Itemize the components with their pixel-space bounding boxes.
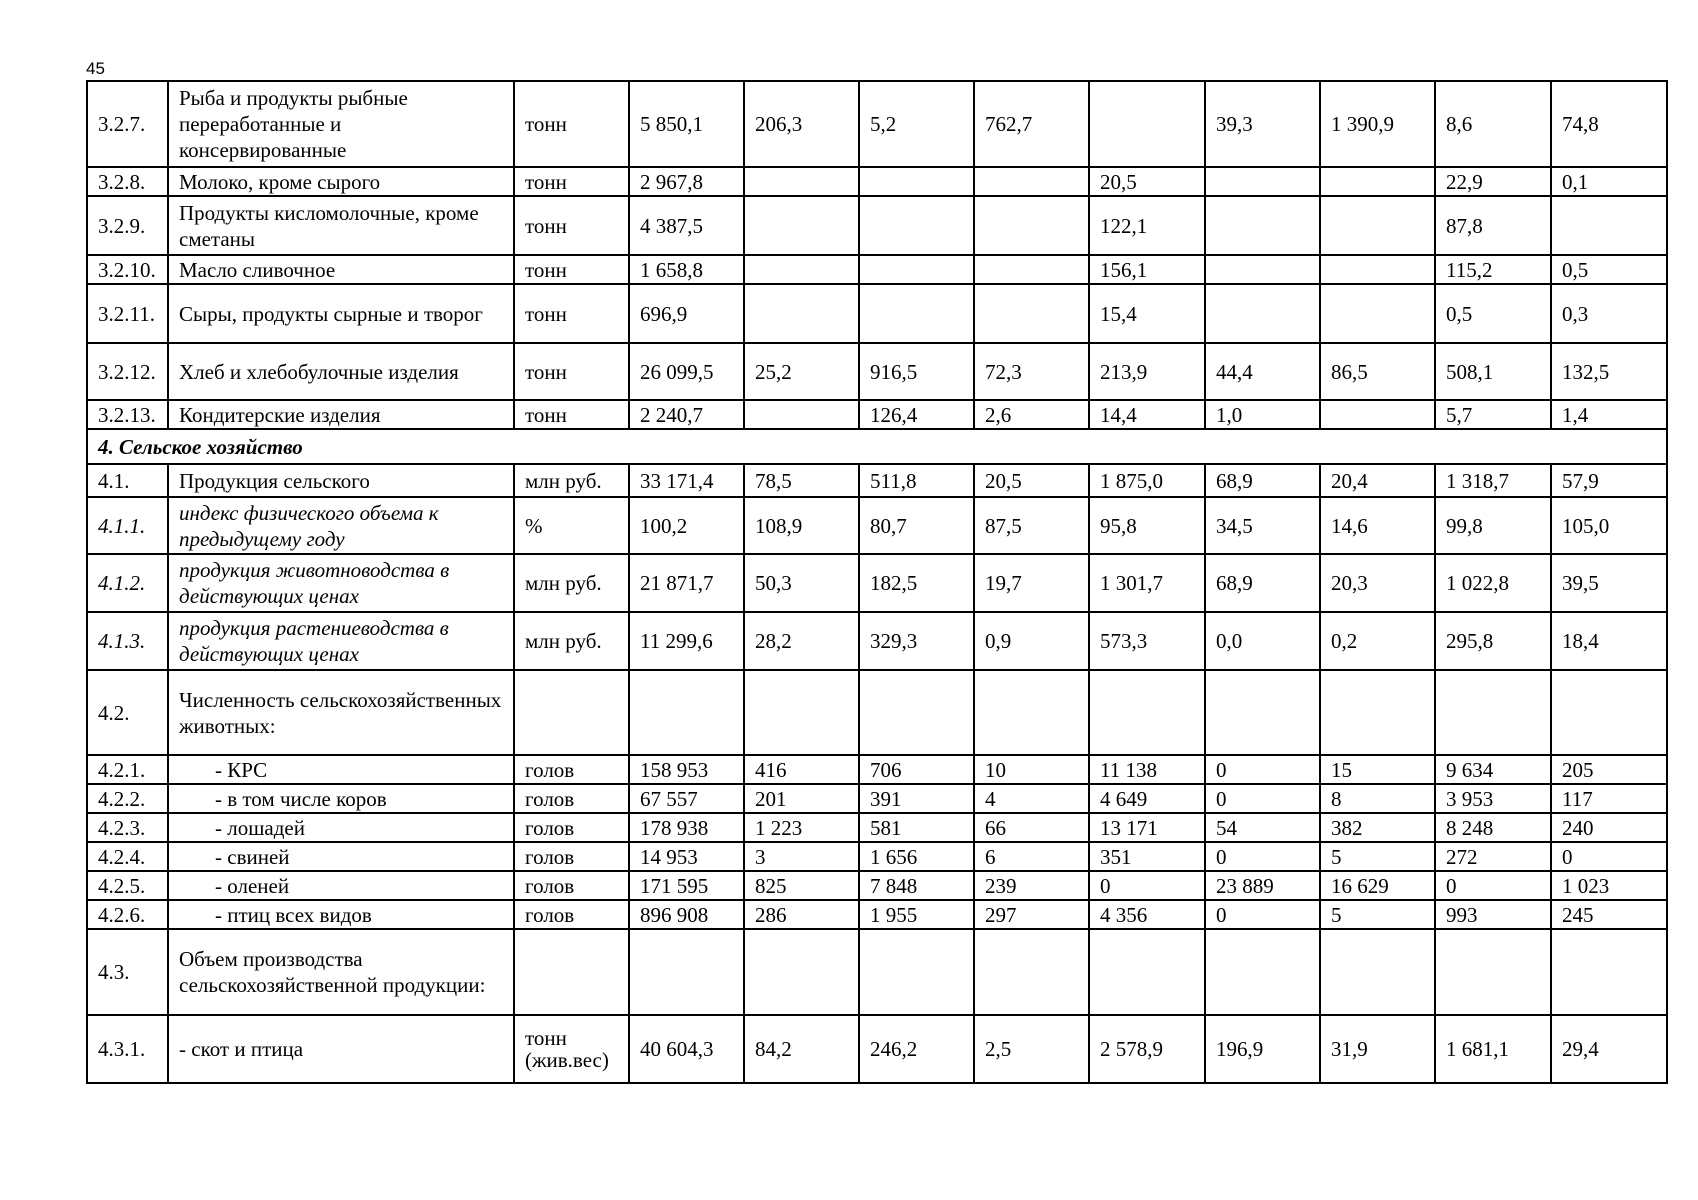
- table-body: [87, 81, 1667, 1083]
- row-unit: тонн: [514, 167, 629, 196]
- value-cell: 11 299,6: [629, 612, 744, 670]
- value-cell: 0: [1205, 842, 1320, 871]
- value-cell: 29,4: [1551, 1015, 1667, 1083]
- value-cell: [974, 670, 1089, 755]
- value-cell: 4: [974, 784, 1089, 813]
- value-cell: [1320, 284, 1435, 343]
- value-cell: 21 871,7: [629, 554, 744, 612]
- value-cell: 40 604,3: [629, 1015, 744, 1083]
- row-name: Продукция сельского: [168, 464, 514, 497]
- value-cell: 19,7: [974, 554, 1089, 612]
- row-code: 4.1.2.: [87, 554, 168, 612]
- value-cell: [1320, 255, 1435, 284]
- value-cell: 2 967,8: [629, 167, 744, 196]
- value-cell: 20,5: [974, 464, 1089, 497]
- row-unit: млн руб.: [514, 612, 629, 670]
- value-cell: 196,9: [1205, 1015, 1320, 1083]
- value-cell: 0,5: [1435, 284, 1551, 343]
- value-cell: 25,2: [744, 343, 859, 400]
- row-code: 4.2.2.: [87, 784, 168, 813]
- value-cell: 1,4: [1551, 400, 1667, 429]
- value-cell: 86,5: [1320, 343, 1435, 400]
- value-cell: 13 171: [1089, 813, 1205, 842]
- row-unit: тонн: [514, 196, 629, 255]
- value-cell: 3 953: [1435, 784, 1551, 813]
- row-code: 3.2.11.: [87, 284, 168, 343]
- value-cell: 16 629: [1320, 871, 1435, 900]
- value-cell: 8,6: [1435, 81, 1551, 167]
- value-cell: [744, 284, 859, 343]
- row-code: 3.2.9.: [87, 196, 168, 255]
- value-cell: [1320, 929, 1435, 1015]
- row-name: - скот и птица: [168, 1015, 514, 1083]
- value-cell: 14,6: [1320, 497, 1435, 554]
- value-cell: 1 656: [859, 842, 974, 871]
- value-cell: 896 908: [629, 900, 744, 929]
- value-cell: 2,5: [974, 1015, 1089, 1083]
- row-code: 4.2.1.: [87, 755, 168, 784]
- value-cell: 206,3: [744, 81, 859, 167]
- value-cell: 1 022,8: [1435, 554, 1551, 612]
- row-code: 3.2.7.: [87, 81, 168, 167]
- value-cell: [974, 167, 1089, 196]
- value-cell: 3: [744, 842, 859, 871]
- value-cell: 0,3: [1551, 284, 1667, 343]
- value-cell: 7 848: [859, 871, 974, 900]
- value-cell: 4 649: [1089, 784, 1205, 813]
- row-code: 4.2.3.: [87, 813, 168, 842]
- value-cell: 22,9: [1435, 167, 1551, 196]
- value-cell: 2 240,7: [629, 400, 744, 429]
- value-cell: 15: [1320, 755, 1435, 784]
- value-cell: [974, 196, 1089, 255]
- value-cell: 178 938: [629, 813, 744, 842]
- row-unit: [514, 670, 629, 755]
- value-cell: [629, 929, 744, 1015]
- value-cell: 8: [1320, 784, 1435, 813]
- value-cell: 20,4: [1320, 464, 1435, 497]
- value-cell: 1 301,7: [1089, 554, 1205, 612]
- row-code: 4.2.: [87, 670, 168, 755]
- table-row: [87, 400, 1667, 429]
- value-cell: 0,2: [1320, 612, 1435, 670]
- value-cell: [1205, 196, 1320, 255]
- value-cell: 156,1: [1089, 255, 1205, 284]
- value-cell: [744, 400, 859, 429]
- value-cell: 573,3: [1089, 612, 1205, 670]
- value-cell: 33 171,4: [629, 464, 744, 497]
- value-cell: 182,5: [859, 554, 974, 612]
- value-cell: 31,9: [1320, 1015, 1435, 1083]
- value-cell: [1551, 196, 1667, 255]
- section-title: 4. Сельское хозяйство: [87, 429, 1667, 464]
- value-cell: 87,5: [974, 497, 1089, 554]
- table-row: [87, 842, 1667, 871]
- page-number: 45: [86, 59, 105, 78]
- table-row: [87, 929, 1667, 1015]
- row-code: 4.1.: [87, 464, 168, 497]
- value-cell: [744, 255, 859, 284]
- value-cell: [859, 929, 974, 1015]
- value-cell: [744, 196, 859, 255]
- value-cell: 68,9: [1205, 554, 1320, 612]
- value-cell: [744, 167, 859, 196]
- value-cell: 993: [1435, 900, 1551, 929]
- value-cell: 0: [1551, 842, 1667, 871]
- value-cell: [859, 196, 974, 255]
- row-unit: голов: [514, 900, 629, 929]
- value-cell: 15,4: [1089, 284, 1205, 343]
- table-row: [87, 284, 1667, 343]
- value-cell: 39,3: [1205, 81, 1320, 167]
- value-cell: [1551, 670, 1667, 755]
- value-cell: 213,9: [1089, 343, 1205, 400]
- value-cell: 78,5: [744, 464, 859, 497]
- table-row: [87, 784, 1667, 813]
- value-cell: 34,5: [1205, 497, 1320, 554]
- value-cell: 126,4: [859, 400, 974, 429]
- value-cell: 1 681,1: [1435, 1015, 1551, 1083]
- table-row: [87, 554, 1667, 612]
- value-cell: 14,4: [1089, 400, 1205, 429]
- row-code: 4.3.: [87, 929, 168, 1015]
- value-cell: [974, 255, 1089, 284]
- value-cell: 108,9: [744, 497, 859, 554]
- table-row: [87, 167, 1667, 196]
- table-row: [87, 755, 1667, 784]
- row-name: - лошадей: [168, 813, 514, 842]
- value-cell: 23 889: [1205, 871, 1320, 900]
- row-code: 3.2.10.: [87, 255, 168, 284]
- value-cell: 39,5: [1551, 554, 1667, 612]
- row-name: индекс физического объема к предыдущему году: [168, 497, 514, 554]
- row-code: 4.3.1.: [87, 1015, 168, 1083]
- value-cell: 80,7: [859, 497, 974, 554]
- value-cell: 286: [744, 900, 859, 929]
- value-cell: [1551, 929, 1667, 1015]
- row-code: 4.2.4.: [87, 842, 168, 871]
- row-unit: тонн: [514, 343, 629, 400]
- table-row: [87, 81, 1667, 167]
- value-cell: [1205, 167, 1320, 196]
- value-cell: 74,8: [1551, 81, 1667, 167]
- value-cell: 50,3: [744, 554, 859, 612]
- value-cell: 66: [974, 813, 1089, 842]
- value-cell: 9 634: [1435, 755, 1551, 784]
- value-cell: [1205, 929, 1320, 1015]
- row-name: - оленей: [168, 871, 514, 900]
- value-cell: 28,2: [744, 612, 859, 670]
- table-row: [87, 464, 1667, 497]
- value-cell: 706: [859, 755, 974, 784]
- row-unit: [514, 929, 629, 1015]
- value-cell: 272: [1435, 842, 1551, 871]
- value-cell: [629, 670, 744, 755]
- row-name: Хлеб и хлебобулочные изделия: [168, 343, 514, 400]
- value-cell: 295,8: [1435, 612, 1551, 670]
- row-name: Молоко, кроме сырого: [168, 167, 514, 196]
- row-code: 4.2.6.: [87, 900, 168, 929]
- value-cell: 1 658,8: [629, 255, 744, 284]
- value-cell: 10: [974, 755, 1089, 784]
- row-unit: голов: [514, 871, 629, 900]
- value-cell: 5: [1320, 900, 1435, 929]
- row-name: Численность сельскохозяйственных животных:: [168, 670, 514, 755]
- value-cell: 825: [744, 871, 859, 900]
- row-unit: тонн: [514, 255, 629, 284]
- row-code: 4.1.1.: [87, 497, 168, 554]
- value-cell: [859, 284, 974, 343]
- value-cell: [1435, 929, 1551, 1015]
- value-cell: 205: [1551, 755, 1667, 784]
- value-cell: 105,0: [1551, 497, 1667, 554]
- value-cell: [1320, 400, 1435, 429]
- row-code: 4.2.5.: [87, 871, 168, 900]
- table-row: [87, 900, 1667, 929]
- row-name: - птиц всех видов: [168, 900, 514, 929]
- row-code: 3.2.12.: [87, 343, 168, 400]
- value-cell: 1,0: [1205, 400, 1320, 429]
- table-row: [87, 871, 1667, 900]
- row-name: Масло сливочное: [168, 255, 514, 284]
- value-cell: 581: [859, 813, 974, 842]
- value-cell: 20,5: [1089, 167, 1205, 196]
- value-cell: 416: [744, 755, 859, 784]
- table-row: [87, 343, 1667, 400]
- row-name: Объем производства сельскохозяйственной продукции:: [168, 929, 514, 1015]
- value-cell: [1320, 167, 1435, 196]
- table-row: [87, 255, 1667, 284]
- value-cell: [859, 670, 974, 755]
- value-cell: 6: [974, 842, 1089, 871]
- value-cell: 11 138: [1089, 755, 1205, 784]
- value-cell: 5: [1320, 842, 1435, 871]
- value-cell: [859, 255, 974, 284]
- value-cell: [1320, 670, 1435, 755]
- value-cell: 44,4: [1205, 343, 1320, 400]
- row-unit: тонн: [514, 81, 629, 167]
- value-cell: 246,2: [859, 1015, 974, 1083]
- value-cell: [974, 284, 1089, 343]
- value-cell: 99,8: [1435, 497, 1551, 554]
- value-cell: 1 023: [1551, 871, 1667, 900]
- value-cell: 87,8: [1435, 196, 1551, 255]
- value-cell: 8 248: [1435, 813, 1551, 842]
- value-cell: 0,5: [1551, 255, 1667, 284]
- value-cell: [744, 929, 859, 1015]
- value-cell: 0: [1205, 784, 1320, 813]
- value-cell: 5,2: [859, 81, 974, 167]
- row-name: продукция растениеводства в действующих ценах: [168, 612, 514, 670]
- value-cell: 1 955: [859, 900, 974, 929]
- row-unit: %: [514, 497, 629, 554]
- value-cell: 2 578,9: [1089, 1015, 1205, 1083]
- value-cell: 297: [974, 900, 1089, 929]
- value-cell: 1 318,7: [1435, 464, 1551, 497]
- value-cell: [1205, 284, 1320, 343]
- value-cell: 132,5: [1551, 343, 1667, 400]
- value-cell: 26 099,5: [629, 343, 744, 400]
- row-code: 4.1.3.: [87, 612, 168, 670]
- statistics-table: [86, 80, 1668, 1084]
- value-cell: 245: [1551, 900, 1667, 929]
- value-cell: 14 953: [629, 842, 744, 871]
- value-cell: 696,9: [629, 284, 744, 343]
- value-cell: 351: [1089, 842, 1205, 871]
- row-code: 3.2.13.: [87, 400, 168, 429]
- value-cell: 0: [1205, 755, 1320, 784]
- value-cell: 2,6: [974, 400, 1089, 429]
- row-unit: млн руб.: [514, 554, 629, 612]
- row-unit: тонн (жив.вес): [514, 1015, 629, 1083]
- value-cell: 84,2: [744, 1015, 859, 1083]
- value-cell: [744, 670, 859, 755]
- value-cell: 0,1: [1551, 167, 1667, 196]
- row-unit: голов: [514, 842, 629, 871]
- row-name: - в том числе коров: [168, 784, 514, 813]
- table-row: [87, 813, 1667, 842]
- row-name: Сыры, продукты сырные и творог: [168, 284, 514, 343]
- value-cell: [974, 929, 1089, 1015]
- value-cell: 158 953: [629, 755, 744, 784]
- value-cell: 171 595: [629, 871, 744, 900]
- table-row: [87, 196, 1667, 255]
- value-cell: 67 557: [629, 784, 744, 813]
- value-cell: 0: [1435, 871, 1551, 900]
- value-cell: 117: [1551, 784, 1667, 813]
- value-cell: 201: [744, 784, 859, 813]
- value-cell: 20,3: [1320, 554, 1435, 612]
- value-cell: [1205, 255, 1320, 284]
- value-cell: 5 850,1: [629, 81, 744, 167]
- value-cell: [1089, 670, 1205, 755]
- row-name: Кондитерские изделия: [168, 400, 514, 429]
- value-cell: 391: [859, 784, 974, 813]
- value-cell: [859, 167, 974, 196]
- value-cell: 329,3: [859, 612, 974, 670]
- row-unit: голов: [514, 755, 629, 784]
- row-name: - КРС: [168, 755, 514, 784]
- value-cell: 54: [1205, 813, 1320, 842]
- value-cell: 1 875,0: [1089, 464, 1205, 497]
- value-cell: 72,3: [974, 343, 1089, 400]
- value-cell: 239: [974, 871, 1089, 900]
- row-name: Рыба и продукты рыбные переработанные и консервированные: [168, 81, 514, 167]
- section-header-row: [87, 429, 1667, 464]
- value-cell: 95,8: [1089, 497, 1205, 554]
- row-name: - свиней: [168, 842, 514, 871]
- value-cell: 57,9: [1551, 464, 1667, 497]
- value-cell: [1089, 929, 1205, 1015]
- value-cell: 5,7: [1435, 400, 1551, 429]
- value-cell: 240: [1551, 813, 1667, 842]
- row-unit: млн руб.: [514, 464, 629, 497]
- row-unit: голов: [514, 813, 629, 842]
- row-unit: голов: [514, 784, 629, 813]
- row-unit: тонн: [514, 284, 629, 343]
- value-cell: 511,8: [859, 464, 974, 497]
- value-cell: 762,7: [974, 81, 1089, 167]
- value-cell: [1320, 196, 1435, 255]
- value-cell: 4 387,5: [629, 196, 744, 255]
- value-cell: 100,2: [629, 497, 744, 554]
- value-cell: 68,9: [1205, 464, 1320, 497]
- value-cell: [1089, 81, 1205, 167]
- table-row: [87, 670, 1667, 755]
- value-cell: 0: [1205, 900, 1320, 929]
- row-unit: тонн: [514, 400, 629, 429]
- row-name: продукция животноводства в действующих ценах: [168, 554, 514, 612]
- value-cell: 1 223: [744, 813, 859, 842]
- value-cell: 0,9: [974, 612, 1089, 670]
- row-code: 3.2.8.: [87, 167, 168, 196]
- value-cell: 1 390,9: [1320, 81, 1435, 167]
- value-cell: [1435, 670, 1551, 755]
- value-cell: 122,1: [1089, 196, 1205, 255]
- value-cell: 382: [1320, 813, 1435, 842]
- value-cell: 0,0: [1205, 612, 1320, 670]
- table-row: [87, 497, 1667, 554]
- value-cell: 508,1: [1435, 343, 1551, 400]
- value-cell: 18,4: [1551, 612, 1667, 670]
- value-cell: 4 356: [1089, 900, 1205, 929]
- value-cell: 916,5: [859, 343, 974, 400]
- table-row: [87, 612, 1667, 670]
- value-cell: [1205, 670, 1320, 755]
- row-name: Продукты кисломолочные, кроме сметаны: [168, 196, 514, 255]
- value-cell: 0: [1089, 871, 1205, 900]
- table-row: [87, 1015, 1667, 1083]
- value-cell: 115,2: [1435, 255, 1551, 284]
